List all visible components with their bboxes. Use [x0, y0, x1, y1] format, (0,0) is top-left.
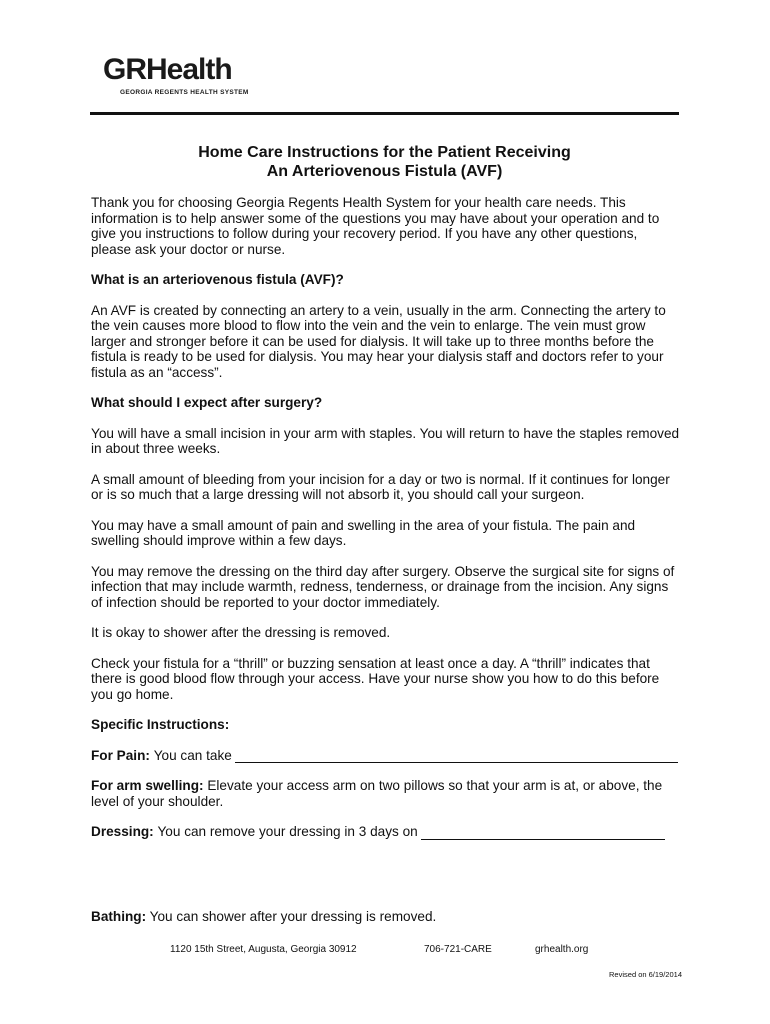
expect-paragraph-staples: You will have a small incision in your arm with staples. You will return to have the staples removed in about three weeks. [91, 425, 680, 456]
bathing-text: You can shower after your dressing is removed. [149, 909, 437, 924]
intro-paragraph: Thank you for choosing Georgia Regents Health System for your health care needs. This information is to help answer some of the questions you may have about your operation and to give you instructions to follow during your recovery period. If you have any other questions, please ask your doctor or nurse. [91, 195, 660, 257]
pain-fill-line[interactable] [235, 749, 678, 763]
header-divider [90, 112, 679, 115]
bathing-label: Bathing: [91, 909, 147, 924]
bathing-instruction [91, 909, 436, 925]
revised-date: Revised on 6/19/2014 [609, 970, 682, 979]
document-body [91, 195, 681, 840]
footer-phone: 706-721-CARE [424, 944, 492, 955]
document-title [90, 143, 679, 181]
expect-paragraph-shower: It is okay to shower after the dressing is removed. [91, 625, 391, 640]
pain-text: You can take [153, 747, 232, 763]
pain-label: For Pain: [91, 747, 150, 763]
expect-paragraph-pain: You may have a small amount of pain and swelling in the area of your fistula. The pain and swelling should improve within a few days. [91, 517, 636, 548]
title-line-2: An Arteriovenous Fistula (AVF) [266, 163, 503, 180]
logo-wordmark: GRHealth [103, 53, 232, 86]
dressing-label: Dressing: [91, 824, 154, 839]
dressing-instruction [91, 824, 681, 840]
expect-paragraph-thrill: Check your fistula for a “thrill” or buzzing sensation at least once a day. A “thrill” indicates that there is good blood flow through your access. Have your nurse show you how to do this before you go home. [91, 655, 660, 702]
dressing-fill-line[interactable] [421, 826, 665, 840]
swelling-text: Elevate your access arm on two pillows so that your arm is at, or above, the level of your shoulder. [91, 778, 663, 809]
expect-heading: What should I expect after surgery? [91, 395, 323, 410]
title-line-1: Home Care Instructions for the Patient Receiving [198, 144, 571, 161]
footer-address: 1120 15th Street, Augusta, Georgia 30912 [170, 944, 357, 955]
avf-heading: What is an arteriovenous fistula (AVF)? [91, 272, 344, 287]
expect-paragraph-dressing: You may remove the dressing on the third day after surgery. Observe the surgical site for signs of infection that may include warmth, redness, tenderness, or drainage from the incision. Any signs of infection should be reported to your doctor immediately. [91, 563, 675, 610]
pain-instruction [91, 748, 681, 764]
expect-paragraph-bleeding: A small amount of bleeding from your incision for a day or two is normal. If it continues for longer or is so much that a large dressing will not absorb it, you should call your surgeon. [91, 471, 670, 502]
logo-subtitle: GEORGIA REGENTS HEALTH SYSTEM [120, 89, 249, 96]
dressing-text: You can remove your dressing in 3 days on [157, 824, 418, 839]
swelling-instruction [91, 778, 681, 809]
avf-paragraph: An AVF is created by connecting an artery to a vein, usually in the arm. Connecting the artery to the vein causes more blood to flow into the vein and the vein to enlarge. The vein must grow larger and stronger before it can be used for dialysis. It will take up to three months before the fistula is ready to be used for dialysis. You may hear your dialysis staff and doctors refer to your fistula as an “access”. [91, 302, 666, 380]
logo [103, 52, 253, 98]
swelling-label: For arm swelling: [91, 778, 204, 793]
footer-website: grhealth.org [535, 944, 589, 955]
specific-heading: Specific Instructions: [91, 717, 230, 732]
